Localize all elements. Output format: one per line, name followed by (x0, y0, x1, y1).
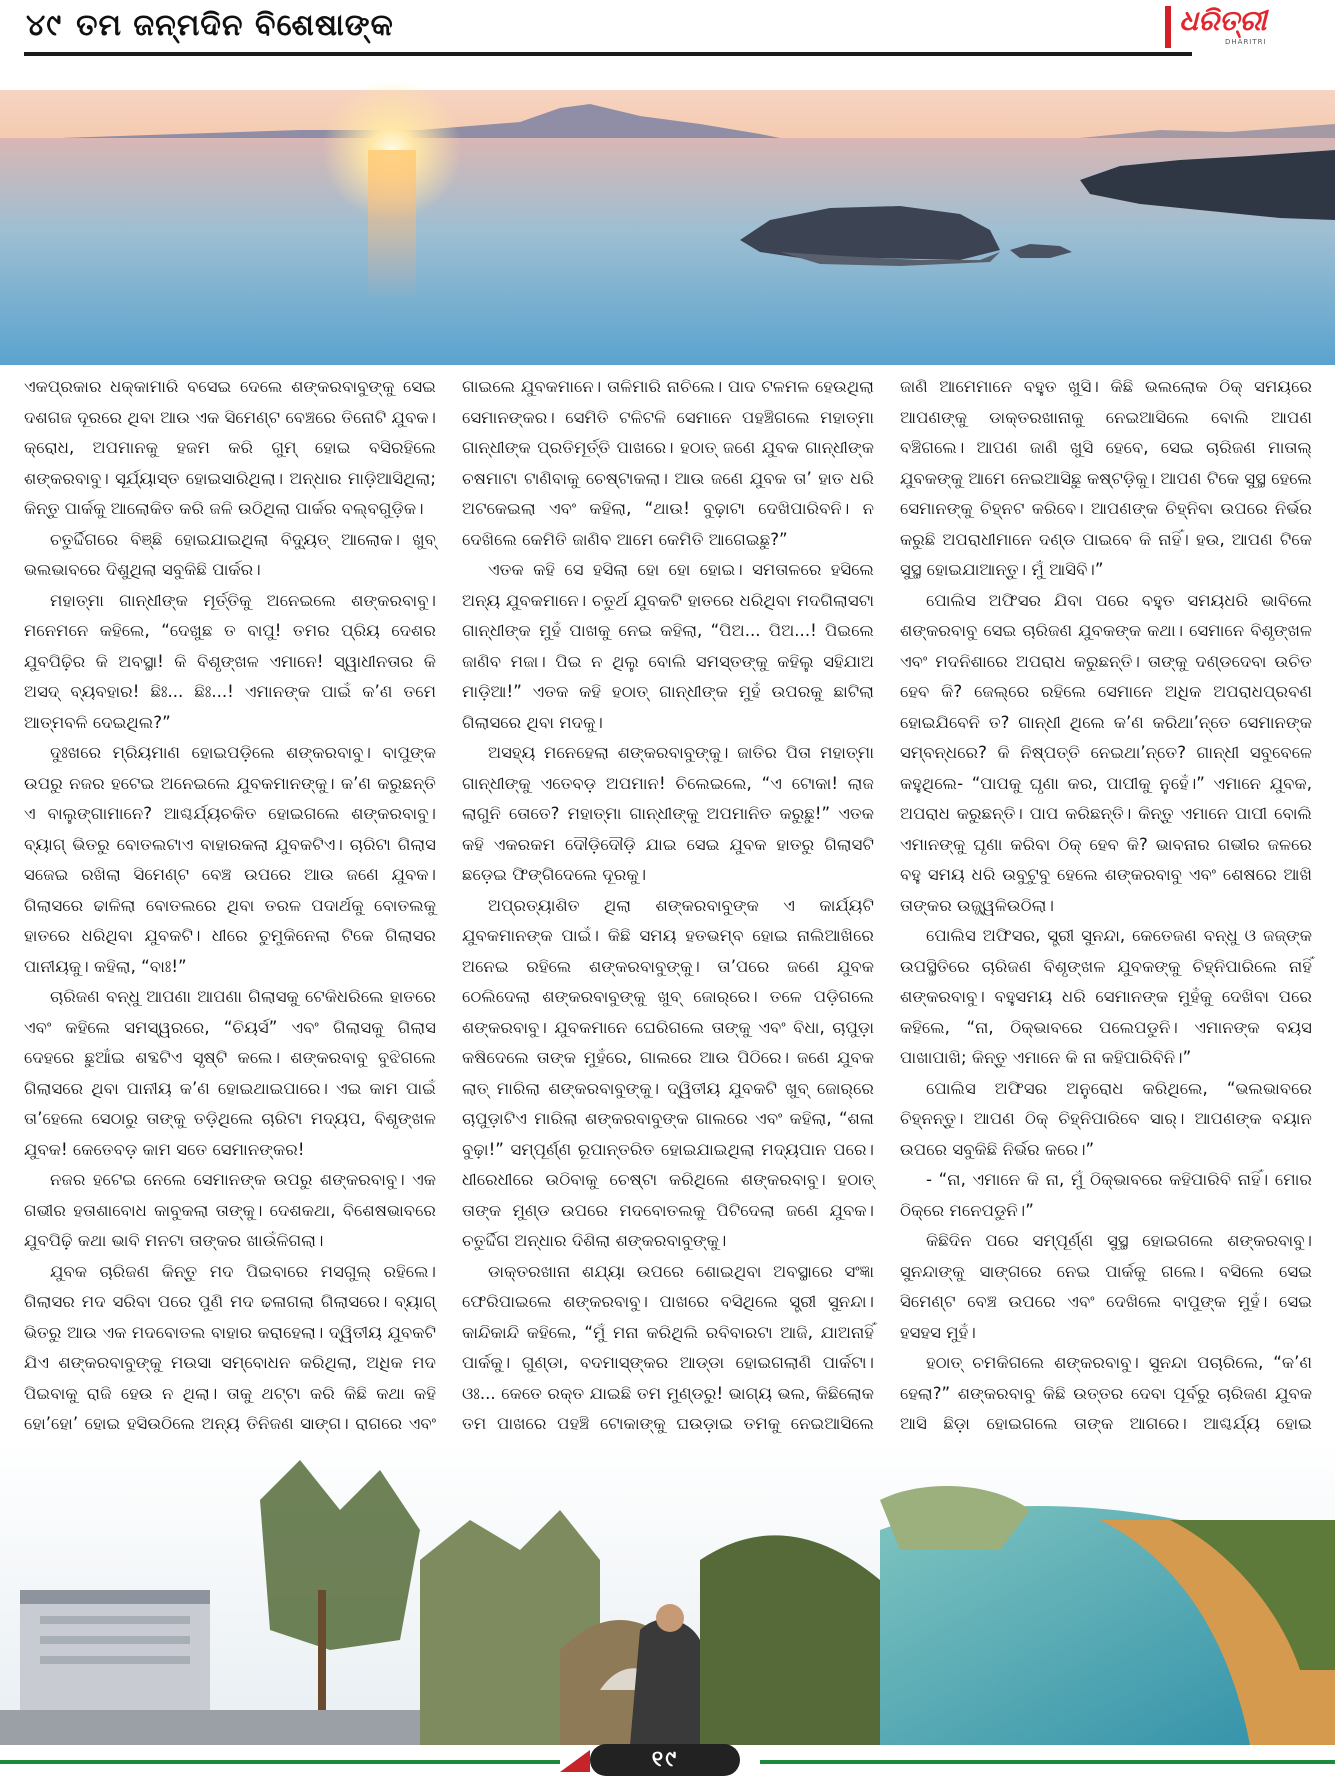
brand-subtitle: DHARITRI (1225, 38, 1267, 46)
paragraph: କିଛିଦିନ ପରେ ସମ୍ପୂର୍ଣ୍ଣ ସୁସ୍ଥ ହୋଇଗଲେ ଶଙ୍କରବାବୁ। ସୁନନ୍ଦାଙ୍କୁ ସାଙ୍ଗରେ ନେଇ ପାର୍କକୁ ଗଲେ। ବସିଲେ ସେଇ ସିମେଣ୍ଟ ବେଞ୍ଚ ଉପରେ ଏବଂ ଦେଖିଲେ ବାପୁଙ୍କ ମୁହଁ। ସେଇ ହସହସ ମୁହଁ। (900, 1231, 1312, 1342)
article-column-3 (900, 372, 1312, 1442)
hero-image-sunset-sea (0, 90, 1335, 365)
header-rule (24, 52, 1192, 56)
brand-logo (1165, 4, 1307, 50)
landscape-collage-illustration (0, 1440, 1335, 1745)
paragraph: ଚାରିଜଣ ବନ୍ଧୁ ଆପଣା ଆପଣା ଗିଲାସକୁ ଟେକିଧରିଲେ ହାତରେ ଏବଂ କହିଲେ ସମସ୍ୱରରେ, “ଚିୟର୍ସ” ଏବଂ ଗିଲାସକୁ ଗିଲାସ ଦେହରେ ଛୁଆଁଇ ଶବ୍ଦଟିଏ ସୃଷ୍ଟି କଲେ। ଶଙ୍କରବାବୁ ବୁଝିଗଲେ ଗିଲାସରେ ଥିବା ପାନୀୟ କ’ଣ ହୋଇଥାଇପାରେ। ଏଇ କାମ ପାଇଁ ତା’ହେଲେ ସେଠାରୁ ତାଙ୍କୁ ତଡ଼ିଥିଲେ ଚାରିଟା ମଦ୍ୟପ, ବିଶୃଙ୍ଖଳ ଯୁବକ! କେତେବଡ଼ କାମ ସତେ ସେମାନଙ୍କର! (24, 987, 436, 1159)
bottom-photo-collage (0, 1440, 1335, 1745)
article-column-2 (462, 372, 874, 1442)
paragraph: ଜାଣି ଆମେମାନେ ବହୁତ ଖୁସି। କିଛି ଭଲଲୋକ ଠିକ୍ ସମୟରେ ଆପଣଙ୍କୁ ଡାକ୍ତରଖାନାକୁ ନେଇଆସିଲେ ବୋଲି ଆପଣ ବଞ୍ଚିଗଲେ। ଆପଣ ଜାଣି ଖୁସି ହେବେ, ସେଇ ଚାରିଜଣ ମାତାଲ୍ ଯୁବକଙ୍କୁ ଆମେ ନେଇଆସିଛୁ କଷ୍ଟଡ଼ିକୁ। ଆପଣ ଟିକେ ସୁସ୍ଥ ହେଲେ ସେମାନଙ୍କୁ ଚିହ୍ନଟ କରିବେ। ଆପଣଙ୍କ ଚିହ୍ନିବା ଉପରେ ନିର୍ଭର କରୁଛି ଅପରାଧୀମାନେ ଦଣ୍ଡ ପାଇବେ କି ନାହିଁ। ହଉ, ଆପଣ ଟିକେ ସୁସ୍ଥ ହୋଇଯାଆନ୍ତୁ। ମୁଁ ଆସିବି।” (900, 377, 1312, 579)
paragraph: ଏକପ୍ରକାର ଧକ୍କାମାରି ବସେଇ ଦେଲେ ଶଙ୍କରବାବୁଙ୍କୁ ସେଇ ଦଶଗଜ ଦୂରରେ ଥିବା ଆଉ ଏକ ସିମେଣ୍ଟ ବେଞ୍ଚରେ ତିନୋଟି ଯୁବକ। କ୍ରୋଧ, ଅପମାନକୁ ହଜମ କରି ଗୁମ୍ ହୋଇ ବସିରହିଲେ ଶଙ୍କରବାବୁ। ସୂର୍ଯ୍ୟାସ୍ତ ହୋଇସାରିଥିଲା। ଅନ୍ଧାର ମାଡ଼ିଆସିଥିଲା; କିନ୍ତୁ ପାର୍କକୁ ଆଲୋକିତ କରି ଜଳି ଉଠିଥିଲା ପାର୍କର ବଲ୍‌ବଗୁଡ଼ିକ। (24, 377, 436, 518)
page-number: ୧୯ (590, 1744, 740, 1776)
paragraph: ମହାତ୍ମା ଗାନ୍ଧୀଙ୍କ ମୂର୍ତ୍ତିକୁ ଅନେଇଲେ ଶଙ୍କରବାବୁ। ମନେମନେ କହିଲେ, “ଦେଖୁଛ ତ ବାପୁ! ତମର ପ୍ରିୟ ଦେଶର ଯୁବପିଢ଼ିର କି ଅବସ୍ଥା! କି ବିଶୃଙ୍ଖଳ ଏମାନେ! ସ୍ୱାଧୀନତାର କି ଅସଦ୍ ବ୍ୟବହାର! ଛିଃ... ଛିଃ...! ଏମାନଙ୍କ ପାଇଁ କ’ଣ ତମେ ଆତ୍ମବଳି ଦେଇଥିଲ?” (24, 590, 436, 732)
paragraph: ଅସହ୍ୟ ମନେହେଲା ଶଙ୍କରବାବୁଙ୍କୁ। ଜାତିର ପିତା ମହାତ୍ମା ଗାନ୍ଧୀଙ୍କୁ ଏତେବଡ଼ ଅପମାନ! ଚିଲେଇଲେ, “ଏ ଟୋକା! ଲାଜ ଲାଗୁନି ତୋତେ? ମହାତ୍ମା ଗାନ୍ଧୀଙ୍କୁ ଅପମାନିତ କରୁଛୁ!” ଏତକ କହି ଏକରକମ ଦୌଡ଼ିଦୌଡ଼ି ଯାଇ ସେଇ ଯୁବକ ହାତରୁ ଗିଲାସଟି ଛଡ଼େଇ ଫିଙ୍ଗିଦେଲେ ଦୂରକୁ। (462, 743, 874, 884)
paragraph: ଡାକ୍ତରଖାନା ଶଯ୍ୟା ଉପରେ ଶୋଇଥିବା ଅବସ୍ଥାରେ ସଂଜ୍ଞା ଫେରିପାଇଲେ ଶଙ୍କରବାବୁ। ପାଖରେ ବସିଥିଲେ ସ୍ତ୍ରୀ ସୁନନ୍ଦା। କାନ୍ଦିକାନ୍ଦି କହିଲେ, “ମୁଁ ମନା କରିଥିଲି ରବିବାରଟା ଆଜି, ଯାଅନାହିଁ ପାର୍କକୁ। ଗୁଣ୍ଡା, ବଦମାସ୍‌ଙ୍କର ଆଡ୍ଡା ହୋଇଗଲାଣି ପାର୍କଟା। ଓଃ... କେତେ ରକ୍ତ ଯାଇଛି ତମ ମୁଣ୍ଡରୁ! ଭାଗ୍ୟ ଭଲ, କିଛିଲୋକ ତମ ପାଖରେ ପହଞ୍ଚି ଟୋକାଙ୍କୁ ଘଉଡ଼ାଇ ତମକୁ ନେଇଆସିଲେ (462, 1261, 874, 1433)
page-footer (0, 1742, 1335, 1777)
paragraph: ପୋଲିସ ଅଫିସର ଅନୁରୋଧ କରିଥିଲେ, “ଭଲଭାବରେ ଚିହ୍ନନ୍ତୁ। ଆପଣ ଠିକ୍ ଚିହ୍ନିପାରିବେ ସାର୍। ଆପଣଙ୍କ ବୟାନ ଉପରେ ସବୁକିଛି ନିର୍ଭର କରେ।” (900, 1078, 1312, 1159)
article-body (24, 372, 1312, 1442)
article-column-1 (24, 372, 436, 1442)
footer-accent-triangle (560, 1750, 590, 1772)
sunset-illustration (0, 90, 1335, 365)
brand-accent-bar (1165, 6, 1171, 48)
page-header (0, 0, 1335, 78)
footer-rule-right (760, 1760, 1335, 1764)
brand-name: ଧରିତ୍ରୀ (1179, 4, 1267, 37)
paragraph: ପୋଲିସ ଅଫିସର, ସ୍ତ୍ରୀ ସୁନନ୍ଦା, କେତେଜଣ ବନ୍ଧୁ ଓ ଜଜ୍‌ଙ୍କ ଉପସ୍ଥିତିରେ ଚାରିଜଣ ବିଶୃଙ୍ଖଳ ଯୁବକଙ୍କୁ ଚିହ୍ନିପାରିଲେ ନାହିଁ ଶଙ୍କରବାବୁ। ବହୁସମୟ ଧରି ସେମାନଙ୍କ ମୁହଁକୁ ଦେଖିବା ପରେ କହିଲେ, “ନା, ଠିକ୍‌ଭାବରେ ପଲେପଡୁନି। ଏମାନଙ୍କ ବୟସ ପାଖାପାଖି; କିନ୍ତୁ ଏମାନେ କି ନା କହିପାରିବିନି।” (900, 926, 1312, 1067)
paragraph: ଅପ୍ରତ୍ୟାଶିତ ଥିଲା ଶଙ୍କରବାବୁଙ୍କ ଏ କାର୍ଯ୍ୟଟି ଯୁବକମାନଙ୍କ ପାଇଁ। କିଛି ସମୟ ହତଭମ୍ବ ହୋଇ ନାଲିଆଖିରେ ଅନେଇ ରହିଲେ ଶଙ୍କରବାବୁଙ୍କୁ। ତା’ପରେ ଜଣେ ଯୁବକ ଠେଲିଦେଲା ଶଙ୍କରବାବୁଙ୍କୁ ଖୁବ୍ ଜୋର୍‌ରେ। ତଳେ ପଡ଼ିଗଲେ ଶଙ୍କରବାବୁ। ଯୁବକମାନେ ଘେରିଗଲେ ତାଙ୍କୁ ଏବଂ ବିଧା, ଚାପୁଡ଼ା କଷିଦେଲେ ତାଙ୍କ ମୁହଁରେ, ଗାଲରେ ଆଉ ପିଠିରେ। ଜଣେ ଯୁବକ ଲାତ୍ ମାରିଲା ଶଙ୍କରବାବୁଙ୍କୁ। ଦ୍ୱିତୀୟ ଯୁବକଟି ଖୁବ୍ ଜୋର୍‌ରେ ଚାପୁଡ଼ାଟିଏ ମାରିଲା ଶଙ୍କରବାବୁଙ୍କ ଗାଲରେ ଏବଂ କହିଲା, “ଶଳା ବୁଢ଼ା!” ସମ୍ପୂର୍ଣ୍ଣ ରୂପାନ୍ତରିତ ହୋଇଯାଇଥିଲା ମଦ୍ୟପାନ ପରେ। ଧୀରେଧୀରେ ଉଠିବାକୁ ଚେଷ୍ଟା କରିଥିଲେ ଶଙ୍କରବାବୁ। ହଠାତ୍ ତାଙ୍କ ମୁଣ୍ଡ ଉପରେ ମଦବୋତଲକୁ ପିଟିଦେଲା ଜଣେ ଯୁବକ। ଚତୁର୍ଦ୍ଦିଗ ଅନ୍ଧାର ଦିଶିଲା ଶଙ୍କରବାବୁଙ୍କୁ। (462, 895, 874, 1250)
paragraph: ଗାଇଲେ ଯୁବକମାନେ। ତାଳିମାରି ନାଚିଲେ। ପାଦ ଟଳମଳ ହେଉଥିଲା ସେମାନଙ୍କର। ସେମିତି ଟଳିଟଳି ସେମାନେ ପହଞ୍ଚିଗଲେ ମହାତ୍ମା ଗାନ୍ଧୀଙ୍କ ପ୍ରତିମୂର୍ତ୍ତି ପାଖରେ। ହଠାତ୍ ଜଣେ ଯୁବକ ଗାନ୍ଧୀଙ୍କ ଚଷମାଟା ଟାଣିବାକୁ ଚେଷ୍ଟାକଲା। ଆଉ ଜଣେ ଯୁବକ ତା’ ହାତ ଧରି ଅଟକେଇଲା ଏବଂ କହିଲା, “ଥାଉ! ବୁଢ଼ାଟା ଦେଖିପାରିବନି। ନ ଦେଖିଲେ କେମିତି ଜାଣିବ ଆମେ କେମିତି ଆଗେଇଛୁ?” (462, 377, 874, 549)
section-title (26, 8, 394, 43)
paragraph: ପୋଲିସ ଅଫିସର ଯିବା ପରେ ବହୁତ ସମୟଧରି ଭାବିଲେ ଶଙ୍କରବାବୁ ସେଇ ଚାରିଜଣ ଯୁବକଙ୍କ କଥା। ସେମାନେ ବିଶୃଙ୍ଖଳ ଏବଂ ମଦନିଶାରେ ଅପରାଧ କରୁଛନ୍ତି। ତାଙ୍କୁ ଦଣ୍ଡଦେବା ଉଚିତ ହେବ କି? ଜେଲ୍‌ରେ ରହିଲେ ସେମାନେ ଅଧିକ ଅପରାଧପ୍ରବଣ ହୋଇଯିବେନି ତ? ଗାନ୍ଧୀ ଥିଲେ କ’ଣ କରିଥା’ନ୍ତେ ସେମାନଙ୍କ ସମ୍ବନ୍ଧରେ? କି ନିଷ୍ପତ୍ତି ନେଇଥା’ନ୍ତେ? ଗାନ୍ଧୀ ସବୁବେଳେ କହୁଥିଲେ- “ପାପକୁ ଘୃଣା କର, ପାପୀକୁ ନୁହେଁ।” ଏମାନେ ଯୁବକ, ଅପରାଧ କରୁଛନ୍ତି। ପାପ କରିଛନ୍ତି। କିନ୍ତୁ ଏମାନେ ପାପୀ ବୋଲି ଏମାନଙ୍କୁ ଘୃଣା କରିବା ଠିକ୍ ହେବ କି? ଭାବନାର ଗଭୀର ଜଳରେ ବହୁ ସମୟ ଧରି ଉବୁଟୁବୁ ହେଲେ ଶଙ୍କରବାବୁ ଏବଂ ଶେଷରେ ଆଖି ତାଙ୍କର ଉଜ୍ଜ୍ୱଳିଉଠିଲା। (900, 590, 1312, 915)
paragraph: ଦୁଃଖରେ ମ୍ରିୟମାଣ ହୋଇପଡ଼ିଲେ ଶଙ୍କରବାବୁ। ବାପୁଙ୍କ ଉପରୁ ନଜର ହଟେଇ ଅନେଇଲେ ଯୁବକମାନଙ୍କୁ। କ’ଣ କରୁଛନ୍ତି ଏ ବାଲୁଙ୍ଗାମାନେ? ଆଶ୍ଚର୍ଯ୍ୟଚକିତ ହୋଇଗଲେ ଶଙ୍କରବାବୁ। ବ୍ୟାଗ୍ ଭିତରୁ ବୋତଲଟାଏ ବାହାରକଲା ଯୁବକଟିଏ। ଚାରିଟା ଗିଲାସ ସଜେଇ ରଖିଲା ସିମେଣ୍ଟ ବେଞ୍ଚ ଉପରେ ଆଉ ଜଣେ ଯୁବକ। ଗିଲାସରେ ଢାଳିଲା ବୋତଲରେ ଥିବା ତରଳ ପଦାର୍ଥକୁ ବୋତଲକୁ ହାତରେ ଧରିଥିବା ଯୁବକଟି। ଧୀରେ ଚୁମୁକିନେଲା ଟିକେ ଗିଲାସର ପାନୀୟକୁ। କହିଲା, “ବାଃ!” (24, 743, 436, 976)
paragraph: ହଠାତ୍ ଚମକିଗଲେ ଶଙ୍କରବାବୁ। ସୁନନ୍ଦା ପଚାରିଲେ, “କ’ଣ ହେଲା?” ଶଙ୍କରବାବୁ କିଛି ଉତ୍ତର ଦେବା ପୂର୍ବରୁ ଚାରିଜଣ ଯୁବକ ଆସି ଛିଡ଼ା ହୋଇଗଲେ ତାଙ୍କ ଆଗରେ। ଆଶ୍ଚର୍ଯ୍ୟ ହୋଇ (900, 1353, 1312, 1433)
paragraph: ଯୁବକ ଚାରିଜଣ କିନ୍ତୁ ମଦ ପିଇବାରେ ମସଗୁଲ୍ ରହିଲେ। ଗିଲାସର ମଦ ସରିବା ପରେ ପୁଣି ମଦ ଢଳାଗଲା ଗିଲାସରେ। ବ୍ୟାଗ୍ ଭିତରୁ ଆଉ ଏକ ମଦବୋତଲ ବାହାର କରାହେଲା। ଦ୍ୱିତୀୟ ଯୁବକଟି ଯିଏ ଶଙ୍କରବାବୁଙ୍କୁ ମଉସା ସମ୍ବୋଧନ କରିଥିଲା, ଅଧିକ ମଦ ପିଇବାକୁ ରାଜି ହେଉ ନ ଥିଲା। ତାକୁ ଥଟ୍ଟା କରି କିଛି କଥା କହି ହୋ’ହୋ’ ହୋଇ ହସିଉଠିଲେ ଅନ୍ୟ ତିନିଜଣ ସାଙ୍ଗ। ରାଗରେ ଏବଂ (24, 1261, 436, 1433)
paragraph: ଏତକ କହି ସେ ହସିଲା ହୋ ହୋ ହୋଇ। ସମତାଳରେ ହସିଲେ ଅନ୍ୟ ଯୁବକମାନେ। ଚତୁର୍ଥ ଯୁବକଟି ହାତରେ ଧରିଥିବା ମଦଗିଲାସଟା ଗାନ୍ଧୀଙ୍କ ମୁହଁ ପାଖକୁ ନେଇ କହିଲା, “ପିଅ... ପିଅ...! ପିଇଲେ ଜାଣିବ ମଜା। ପିଇ ନ ଥିଲୁ ବୋଲି ସମସ୍ତଙ୍କୁ କହିଲୁ ସହିଯାଅ ମାଡ଼ିଆ!” ଏତକ କହି ହଠାତ୍ ଗାନ୍ଧୀଙ୍କ ମୁହଁ ଉପରକୁ ଛାଟିଲା ଗିଲାସରେ ଥିବା ମଦକୁ। (462, 560, 874, 732)
paragraph: ନଜର ହଟେଇ ନେଲେ ସେମାନଙ୍କ ଉପରୁ ଶଙ୍କରବାବୁ। ଏକ ଗଭୀର ହତାଶାବୋଧ କାବୁକଲା ତାଙ୍କୁ। ଦେଶକଥା, ବିଶେଷଭାବରେ ଯୁବପିଢ଼ି କଥା ଭାବି ମନଟା ତାଙ୍କର ଖାଉଁଳିଗଲା। (24, 1170, 436, 1250)
paragraph: - “ନା, ଏମାନେ କି ନା, ମୁଁ ଠିକ୍‌ଭାବରେ କହିପାରିବି ନାହିଁ। ମୋର ଠିକ୍‌ରେ ମନେପଡୁନି।” (900, 1170, 1312, 1220)
issue-number: ୪୯ (26, 8, 63, 43)
section-title-text: ତମ ଜନ୍ମଦିନ ବିଶେଷାଙ୍କ (76, 8, 394, 43)
footer-rule-left (0, 1760, 560, 1764)
paragraph: ଚତୁର୍ଦ୍ଦିଗରେ ବିଞ୍ଛି ହୋଇଯାଇଥିଲା ବିଦ୍ୟୁତ୍ ଆଲୋକ। ଖୁବ୍ ଭଲଭାବରେ ଦିଶୁଥିଲା ସବୁକିଛି ପାର୍କର। (24, 529, 436, 579)
